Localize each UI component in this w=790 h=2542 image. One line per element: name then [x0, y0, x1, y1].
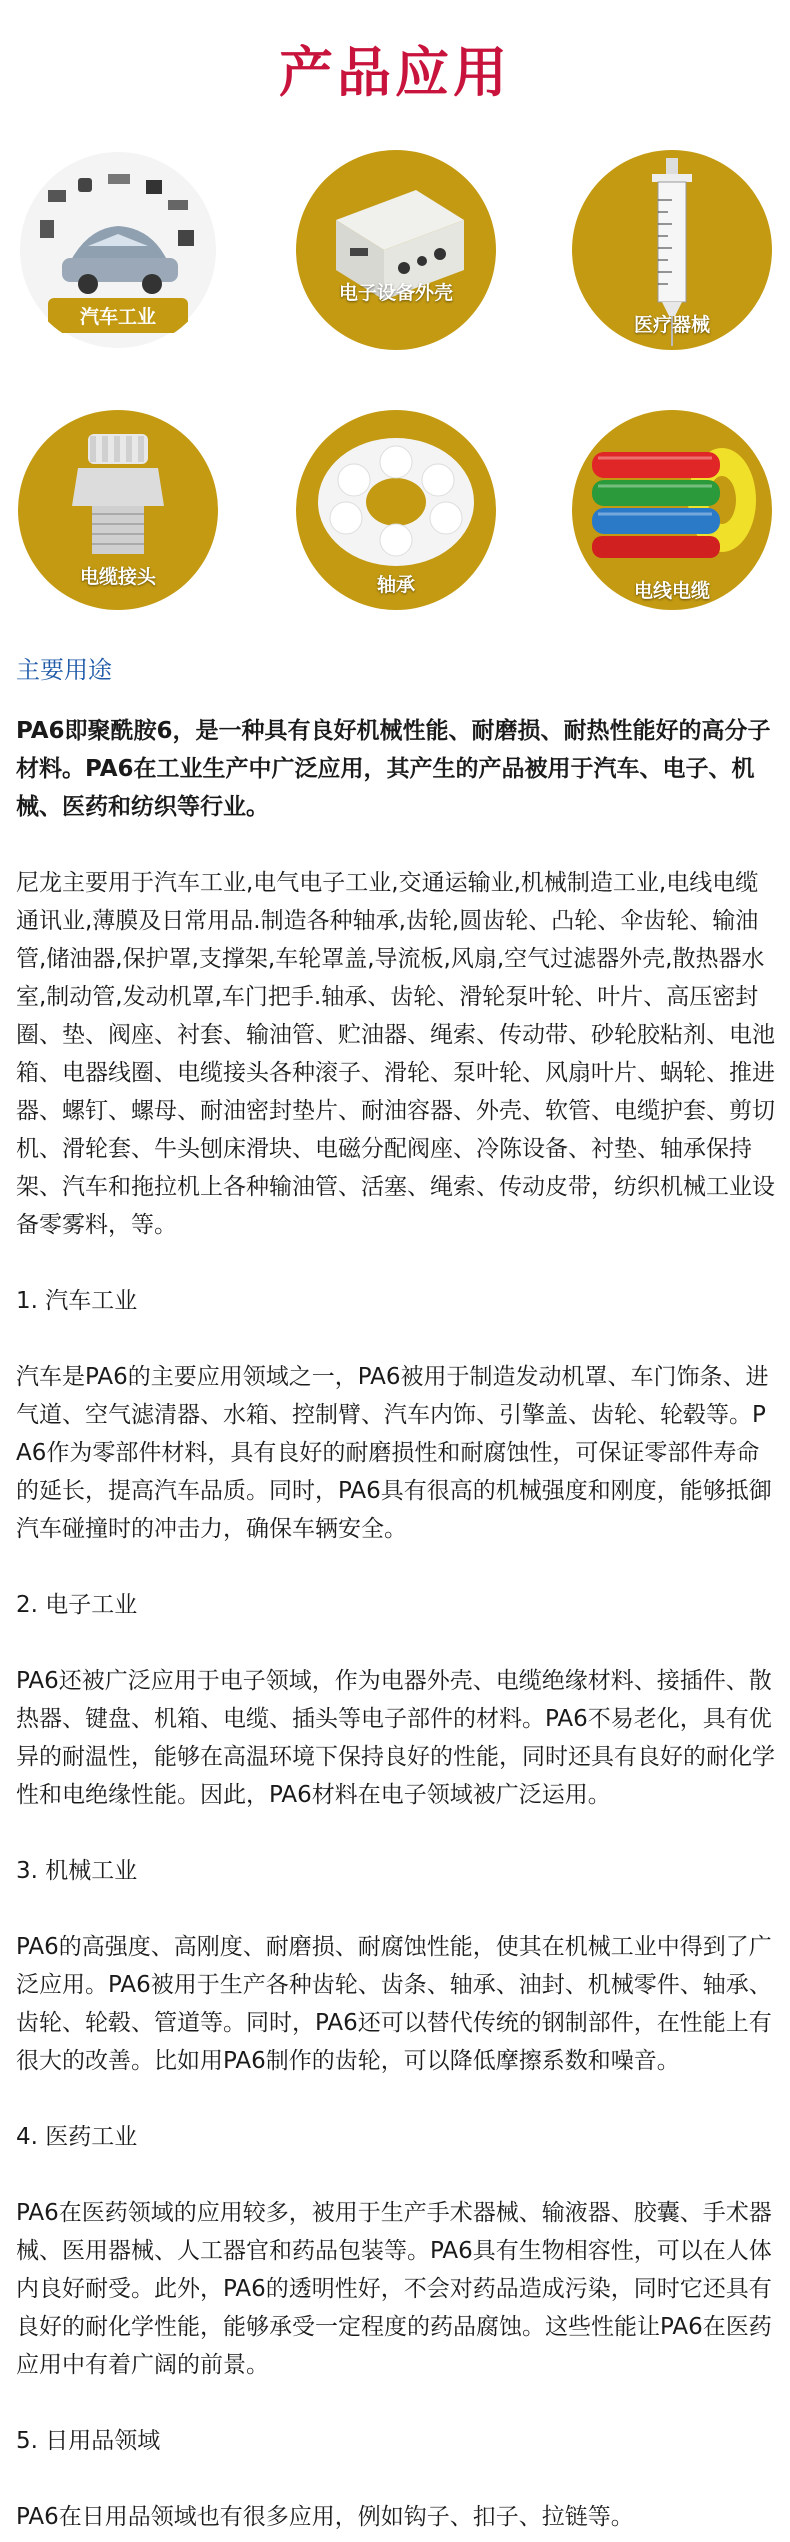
application-label: 电子设备外壳	[338, 282, 453, 304]
article-body	[16, 712, 778, 2536]
section-title: 1. 汽车工业	[16, 1288, 138, 1314]
section-title: 2. 电子工业	[16, 1592, 138, 1618]
application-label: 汽车工业	[48, 298, 188, 333]
section-body: 汽车是PA6的主要应用领域之一，PA6被用于制造发动机罩、车门饰条、进气道、空气滤清器、水箱、控制臂、汽车内饰、引擎盖、齿轮、轮毂等。PA6作为零部件材料，具有良好的耐磨损性和耐腐蚀性，可保证零部件寿命的延长，提高汽车品质。同时，PA6具有很高的机械强度和刚度，能够抵御汽车碰撞时的冲击力，确保车辆安全。	[16, 1364, 772, 1542]
application-label: 电线电缆	[633, 580, 710, 602]
section-title: 3. 机械工业	[16, 1858, 138, 1884]
section-body: PA6还被广泛应用于电子领域，作为电器外壳、电缆绝缘材料、接插件、散热器、键盘、机箱、电缆、插头等电子部件的材料。PA6不易老化，具有优异的耐温性，能够在高温环境下保持良好的性能，同时还具有良好的耐化学性和电绝缘性能。因此，PA6材料在电子领域被广泛运用。	[16, 1668, 775, 1808]
page-title: 产品应用	[279, 41, 511, 104]
nylon-uses-paragraph: 尼龙主要用于汽车工业,电气电子工业,交通运输业,机械制造工业,电线电缆通讯业,薄膜及日常用品.制造各种轴承,齿轮,圆齿轮、凸轮、伞齿轮、输油管,储油器,保护罩,支撑架,车轮罩盖,导流板,风扇,空气过滤器外壳,散热器水室,制动管,发动机罩,车门把手.轴承、齿轮、滑轮泵叶轮、叶片、高压密封圈、垫、阀座、衬套、输油管、贮油器、绳索、传动带、砂轮胶粘剂、电池箱、电器线圈、电缆接头各种滚子、滑轮、泵叶轮、风扇叶片、蜗轮、推进器、螺钉、螺母、耐油密封垫片、耐油容器、外壳、软管、电缆护套、剪切机、滑轮套、牛头刨床滑块、电磁分配阀座、冷陈设备、衬垫、轴承保持架、汽车和拖拉机上各种输油管、活塞、绳索、传动皮带，纺织机械工业设备零雾料，等。	[16, 870, 775, 1238]
application-bearing	[296, 410, 496, 610]
application-label: 电缆接头	[79, 566, 156, 588]
application-electronic-enclosure	[296, 150, 496, 350]
application-cable-gland	[18, 410, 218, 610]
section-body: PA6的高强度、高刚度、耐磨损、耐腐蚀性能，使其在机械工业中得到了广泛应用。PA6被用于生产各种齿轮、齿条、轴承、油封、机械零件、轴承、齿轮、轮毂、管道等。同时，PA6还可以替代传统的钢制部件，在性能上有很大的改善。比如用PA6制作的齿轮，可以降低摩擦系数和噪音。	[16, 1934, 772, 2074]
application-wire-cable	[572, 410, 772, 610]
application-grid	[0, 150, 790, 640]
section-title: 5. 日用品领域	[16, 2428, 161, 2454]
section-body: PA6在日用品领域也有很多应用，例如钩子、扣子、拉链等。	[16, 2504, 634, 2530]
section-body: PA6在医药领域的应用较多，被用于生产手术器械、输液器、胶囊、手术器械、医用器械、人工器官和药品包装等。PA6具有生物相容性，可以在人体内良好耐受。此外，PA6的透明性好，不会对药品造成污染，同时它还具有良好的耐化学性能，能够承受一定程度的药品腐蚀。这些性能让PA6在医药应用中有着广阔的前景。	[16, 2200, 772, 2378]
application-label: 轴承	[376, 574, 415, 596]
section-heading-main-uses: 主要用途	[16, 656, 112, 684]
section-title: 4. 医药工业	[16, 2124, 138, 2150]
application-label: 医疗器械	[633, 314, 710, 336]
application-car-industry	[18, 150, 218, 350]
application-medical-devices	[572, 150, 772, 350]
electronic-enclosure-icon	[296, 150, 496, 350]
intro-paragraph: PA6即聚酰胺6，是一种具有良好机械性能、耐磨损、耐热性能好的高分子材料。PA6在工业生产中广泛应用，其产生的产品被用于汽车、电子、机械、医药和纺织等行业。	[16, 718, 771, 820]
